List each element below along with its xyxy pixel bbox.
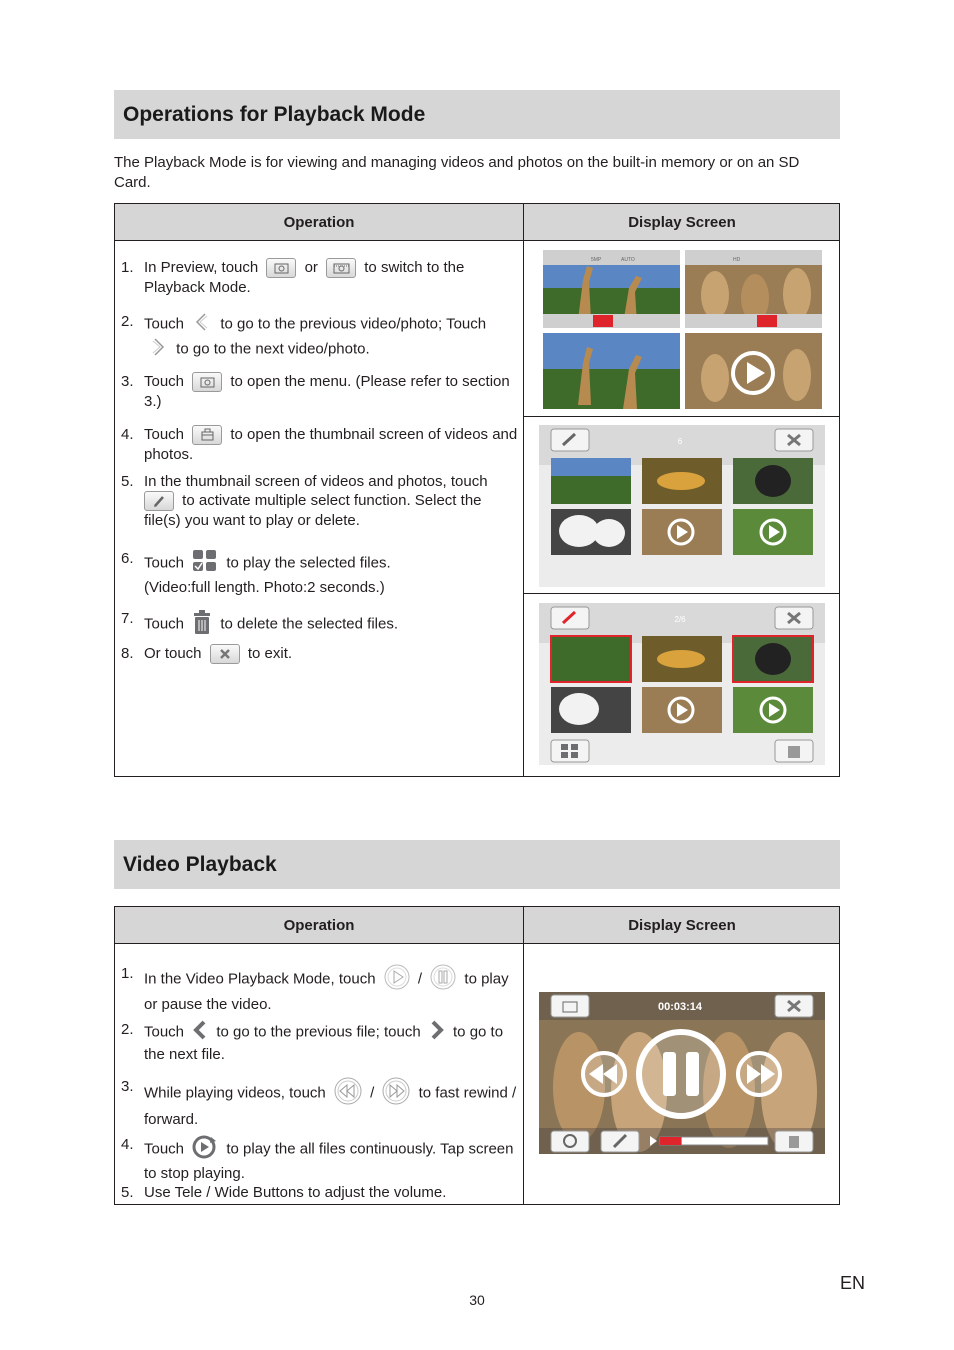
table-header	[115, 907, 839, 944]
play-icon	[384, 964, 410, 995]
screen-playback-video	[685, 333, 822, 409]
step-6: 6. Touch to play the selected files. (Video:full length. Photo:2 seconds.)	[121, 550, 391, 596]
edit-pencil-icon	[144, 491, 174, 511]
trash-icon	[192, 609, 212, 640]
play-selected-icon	[192, 549, 218, 578]
col-display-screen: Display Screen	[628, 214, 736, 231]
table-header	[115, 204, 839, 241]
camera-mode-icon	[266, 258, 296, 278]
video-mode-icon	[326, 258, 356, 278]
next-file-icon	[429, 1020, 445, 1045]
video-playback-table	[114, 906, 840, 1205]
progress-fill	[660, 1137, 682, 1145]
step-8: 8. Or touch to exit.	[121, 644, 519, 664]
next-arrow-icon	[148, 337, 168, 362]
vstep-4: 4. Touch to play the all files continuously. Tap screen to stop playing.	[121, 1136, 514, 1182]
pause-icon	[430, 964, 456, 995]
svg-text:5MP: 5MP	[591, 257, 602, 263]
col-operation: Operation	[283, 917, 355, 934]
language-code: EN	[840, 1273, 866, 1293]
screen-multi-select	[539, 603, 825, 765]
screen-preview-photo	[543, 250, 680, 328]
col-display-screen: Display Screen	[628, 917, 736, 934]
screen-preview-video	[685, 250, 822, 328]
screen-video-playing	[539, 992, 825, 1154]
menu-icon	[192, 372, 222, 392]
previous-arrow-icon	[192, 312, 212, 337]
thumbnail-icon	[192, 425, 222, 445]
screen-thumbnail	[539, 425, 825, 587]
vstep-5: 5. Use Tele / Wide Buttons to adjust the volume.	[121, 1184, 447, 1201]
fast-forward-icon	[382, 1077, 410, 1110]
step-4: 4. Touch to open the thumbnail screen of videos and photos.	[121, 426, 518, 464]
page-number: 30	[469, 1292, 485, 1308]
section-title-playback-mode: Operations for Playback Mode	[114, 90, 840, 139]
screen-playback-photo	[543, 333, 680, 409]
rewind-icon	[334, 1077, 362, 1110]
svg-text:2/6: 2/6	[674, 615, 686, 624]
step-3: 3. Touch to open the menu. (Please refer to section 3.)	[121, 373, 510, 411]
slideshow-icon	[192, 1135, 218, 1164]
vstep-3: 3. While playing videos, touch / to fast rewind / forward.	[121, 1078, 517, 1128]
vstep-1: 1. In the Video Playback Mode, touch / to play or pause the video.	[121, 965, 509, 1013]
svg-text:AUTO: AUTO	[621, 257, 635, 263]
svg-text:HD: HD	[733, 257, 741, 263]
section-title-video-playback: Video Playback	[114, 840, 840, 889]
step-1: 1. In Preview, touch or to switch to the Playback Mode.	[121, 259, 465, 297]
step-7: 7. Touch to delete the selected files.	[121, 609, 519, 640]
close-icon	[210, 644, 240, 664]
prev-file-icon	[192, 1020, 208, 1045]
step-2: 2. Touch to go to the previous video/photo; Touch to go to the next video/photo.	[121, 312, 519, 362]
vstep-2: 2. Touch to go to the previous file; touch to go to the next file.	[121, 1021, 504, 1063]
svg-text:00:03:14: 00:03:14	[657, 1001, 703, 1013]
col-operation: Operation	[283, 214, 355, 231]
step-5: 5. In the thumbnail screen of videos and photos, touch to activate multiple select function. Select the file(s) you want to play or delete.	[121, 473, 488, 530]
playback-operations-table	[114, 203, 840, 777]
svg-text:6: 6	[677, 437, 683, 446]
intro-paragraph: The Playback Mode is for viewing and managing videos and photos on the built-in memory or on an SD Card.	[114, 154, 800, 191]
